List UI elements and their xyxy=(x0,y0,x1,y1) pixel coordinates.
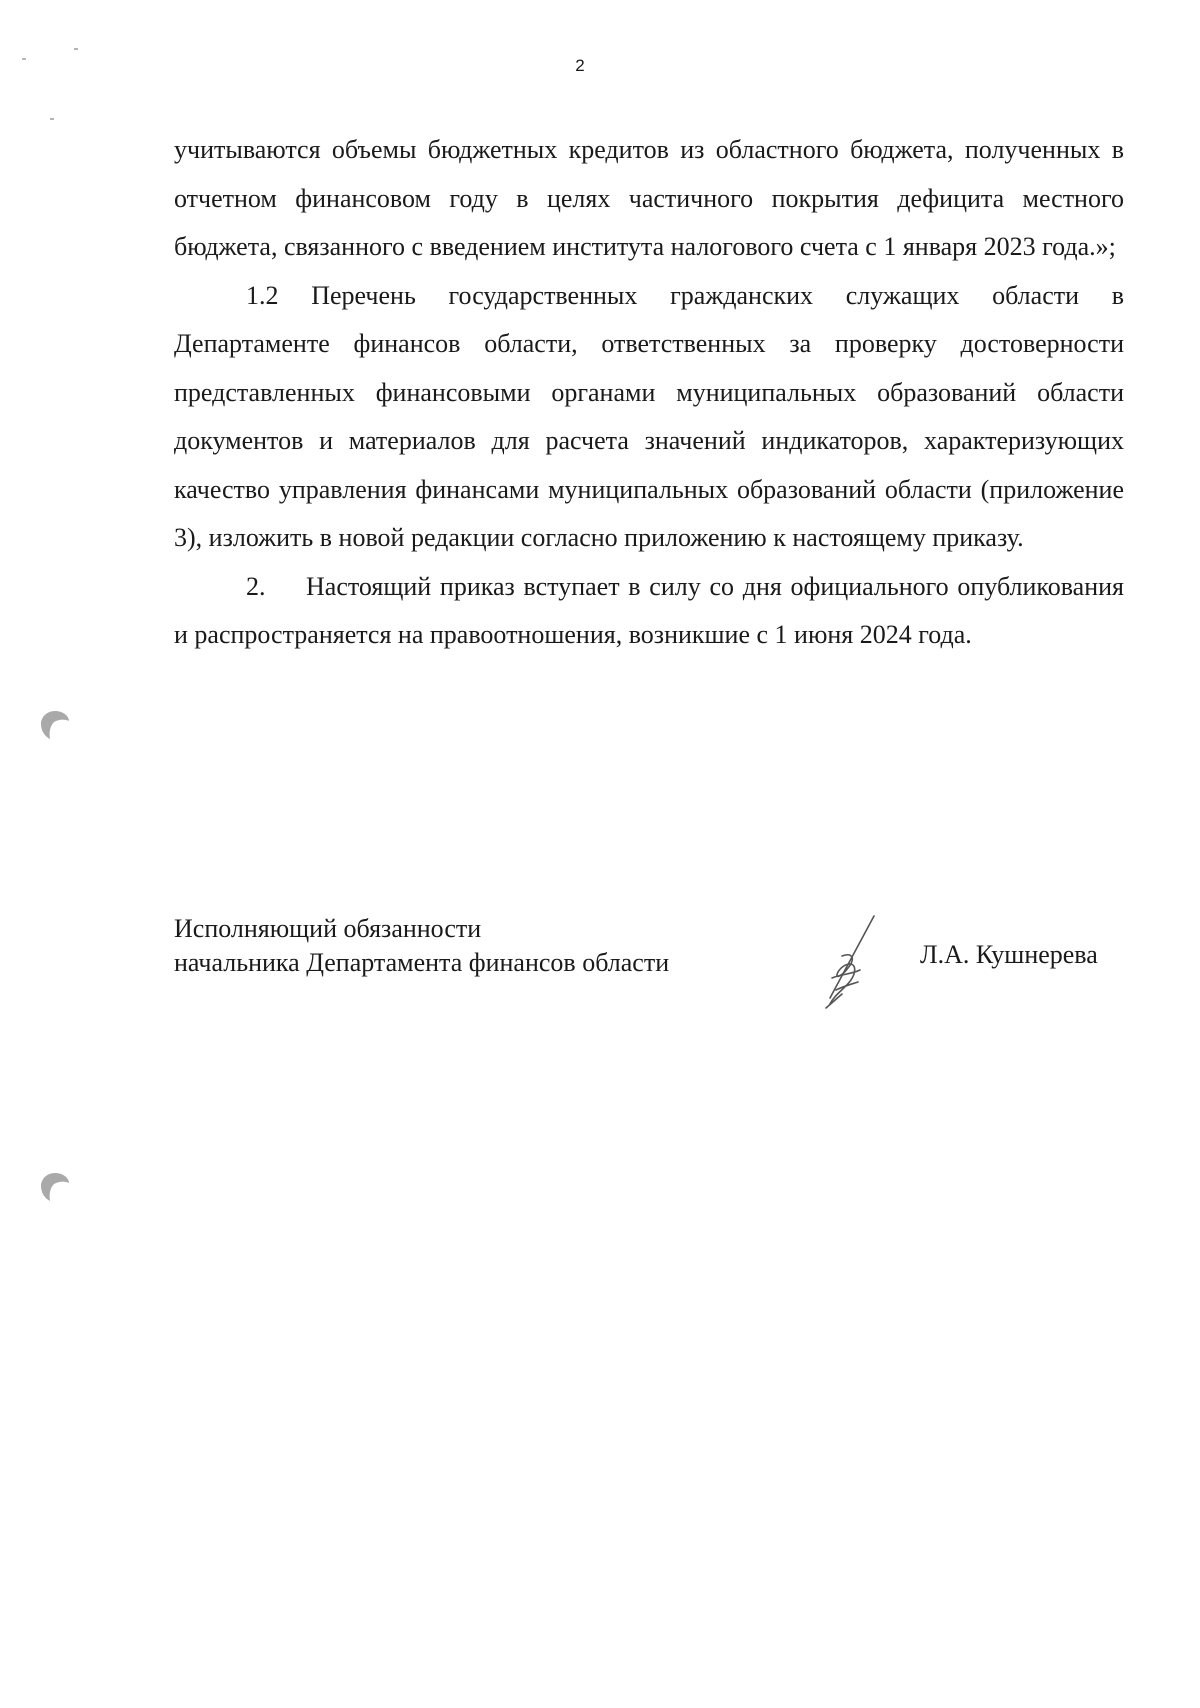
paragraph-item-2 xyxy=(174,563,1124,660)
paragraph-item-1-2: 1.2 Перечень государственных гражданских служащих области в Департаменте финансов области, ответственных за проверку достоверности представленных финансовыми органами муниципальных образований области документов и материалов для расчета значений индикаторов, характеризующих качество управления финансами муниципальных образований области (приложение 3), изложить в новой редакции согласно приложению к настоящему приказу. xyxy=(174,280,1124,552)
scan-speck xyxy=(22,58,26,60)
paragraph-continuation: учитываются объемы бюджетных кредитов из областного бюджета, полученных в отчетном финансовом году в целях частичного покрытия дефицита местного бюджета, связанного с введением института налогового счета с 1 января 2023 года.»; xyxy=(174,135,1124,261)
signer-position-line-1: Исполняющий обязанности xyxy=(174,914,482,943)
page-number: 2 xyxy=(575,56,585,75)
scan-speck xyxy=(74,48,78,50)
paragraph-text: Настоящий приказ вступает в силу со дня официального опубликования и распространяется на правоотношения, возникшие с 1 июня 2024 года. xyxy=(174,571,1124,649)
signer-name: Л.А. Кушнерева xyxy=(920,940,1098,969)
scan-speck xyxy=(50,118,54,120)
punch-hole-icon xyxy=(40,1172,70,1202)
paragraph-number: 2. xyxy=(246,571,266,601)
handwritten-signature-icon xyxy=(812,912,892,1012)
document-body xyxy=(174,126,1124,660)
signer-position-line-2: начальника Департамента финансов области xyxy=(174,948,670,977)
punch-hole-icon xyxy=(40,710,70,740)
